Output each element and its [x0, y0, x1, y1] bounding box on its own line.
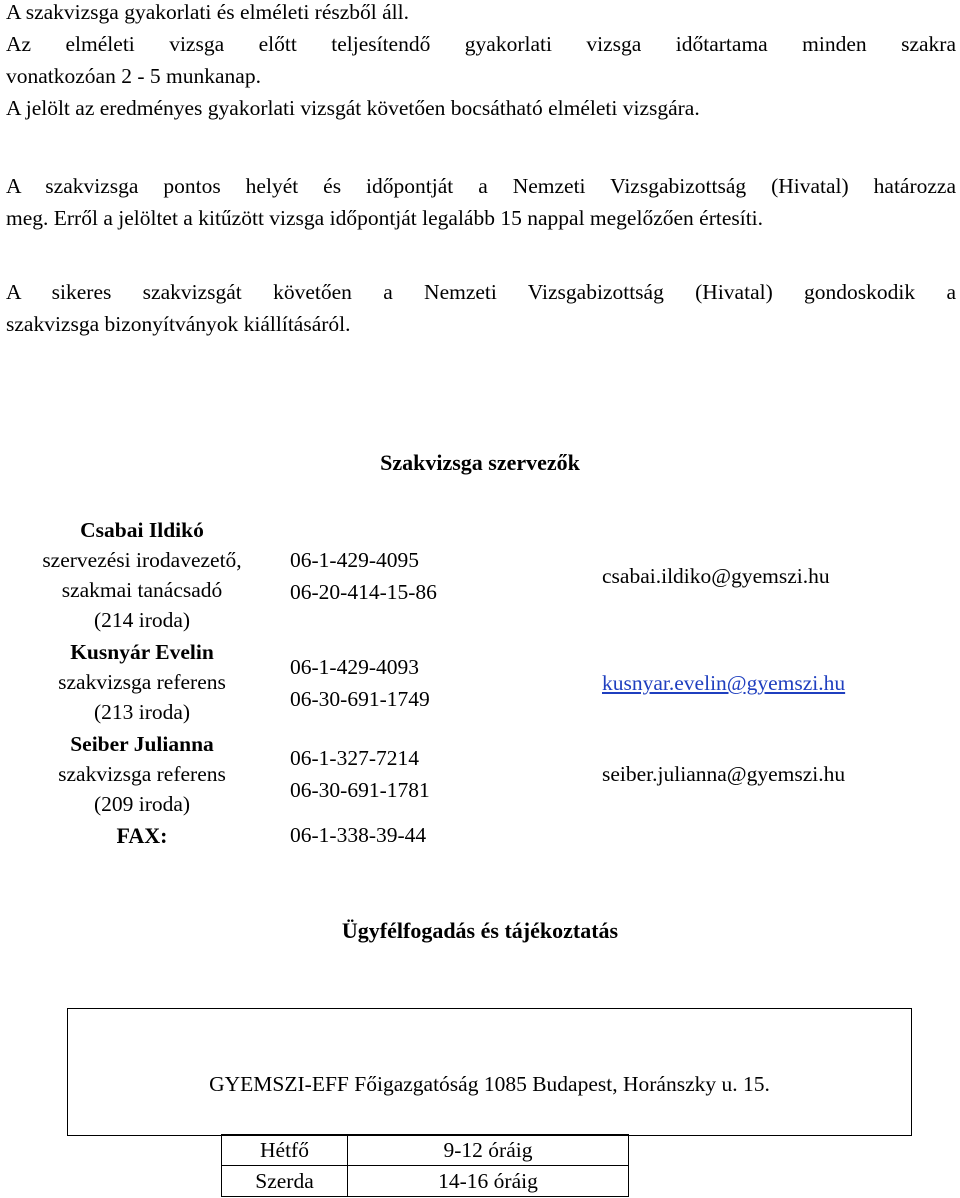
hours-day: Hétfő: [222, 1135, 348, 1166]
contact-phones-csabai: [290, 544, 437, 608]
text-line: meg. Erről a jelöltet a kitűzött vizsga időpontját legalább 15 nappal megelőzően értesíti.: [6, 206, 764, 230]
phone-number: 06-20-414-15-86: [290, 580, 437, 604]
contact-role: szakvizsga referens: [58, 762, 226, 786]
customer-service-heading: Ügyfélfogadás és tájékoztatás: [341, 918, 619, 943]
intro-paragraph: [6, 0, 956, 124]
contact-role: szakmai tanácsadó: [61, 578, 223, 602]
contact-office: (213 iroda): [93, 700, 191, 724]
exam-schedule-paragraph: [6, 170, 956, 234]
contact-seiber: [10, 729, 274, 819]
contact-email-csabai: csabai.ildiko@gyemszi.hu: [602, 564, 830, 588]
contact-csabai: [10, 515, 274, 635]
phone-number: 06-30-691-1781: [290, 778, 430, 802]
hours-time: 14-16 óráig: [348, 1166, 629, 1197]
fax-number: 06-1-338-39-44: [290, 823, 427, 847]
organizers-heading: Szakvizsga szervezők: [380, 450, 580, 475]
phone-number: 06-1-429-4093: [290, 655, 419, 679]
table-row: [222, 1135, 629, 1166]
text-line: Az elméleti vizsga előtt teljesítendő gyakorlati vizsga időtartama minden szakra: [6, 32, 956, 56]
contact-name: Kusnyár Evelin: [70, 640, 214, 664]
contact-name: Csabai Ildikó: [80, 518, 204, 542]
text-line: A jelölt az eredményes gyakorlati vizsgát követően bocsátható elméleti vizsgára.: [6, 96, 700, 120]
contact-kusnyar: [10, 637, 274, 727]
text-line: vonatkozóan 2 - 5 munkanap.: [6, 64, 261, 88]
hours-day: Szerda: [222, 1166, 348, 1197]
address-box: [67, 1008, 912, 1136]
office-address: GYEMSZI-EFF Főigazgatóság 1085 Budapest, Horánszky u. 15.: [209, 1072, 770, 1096]
table-row: [222, 1166, 629, 1197]
contact-phones-kusnyar: [290, 651, 430, 715]
fax-label: FAX:: [116, 823, 168, 848]
contact-role: szakvizsga referens: [58, 670, 226, 694]
phone-number: 06-30-691-1749: [290, 687, 430, 711]
contact-role: szervezési irodavezető,: [42, 548, 242, 572]
text-line: A sikeres szakvizsgát követően a Nemzeti Vizsgabizottság (Hivatal) gondoskodik a: [6, 280, 956, 304]
contact-office: (209 iroda): [93, 792, 191, 816]
phone-number: 06-1-429-4095: [290, 548, 419, 572]
text-line: A szakvizsga pontos helyét és időpontját a Nemzeti Vizsgabizottság (Hivatal) határozza: [6, 174, 956, 198]
text-line: szakvizsga bizonyítványok kiállításáról.: [6, 312, 351, 336]
contact-email-seiber: seiber.julianna@gyemszi.hu: [602, 762, 846, 786]
contact-name: Seiber Julianna: [70, 732, 214, 756]
phone-number: 06-1-327-7214: [290, 746, 419, 770]
text-line: A szakvizsga gyakorlati és elméleti részből áll.: [6, 0, 409, 24]
office-hours-table: [221, 1134, 629, 1197]
contact-office: (214 iroda): [93, 608, 191, 632]
contact-phones-seiber: [290, 742, 430, 806]
contact-email-link-kusnyar[interactable]: kusnyar.evelin@gyemszi.hu: [602, 671, 846, 695]
certificate-paragraph: [6, 276, 956, 340]
hours-time: 9-12 óráig: [348, 1135, 629, 1166]
